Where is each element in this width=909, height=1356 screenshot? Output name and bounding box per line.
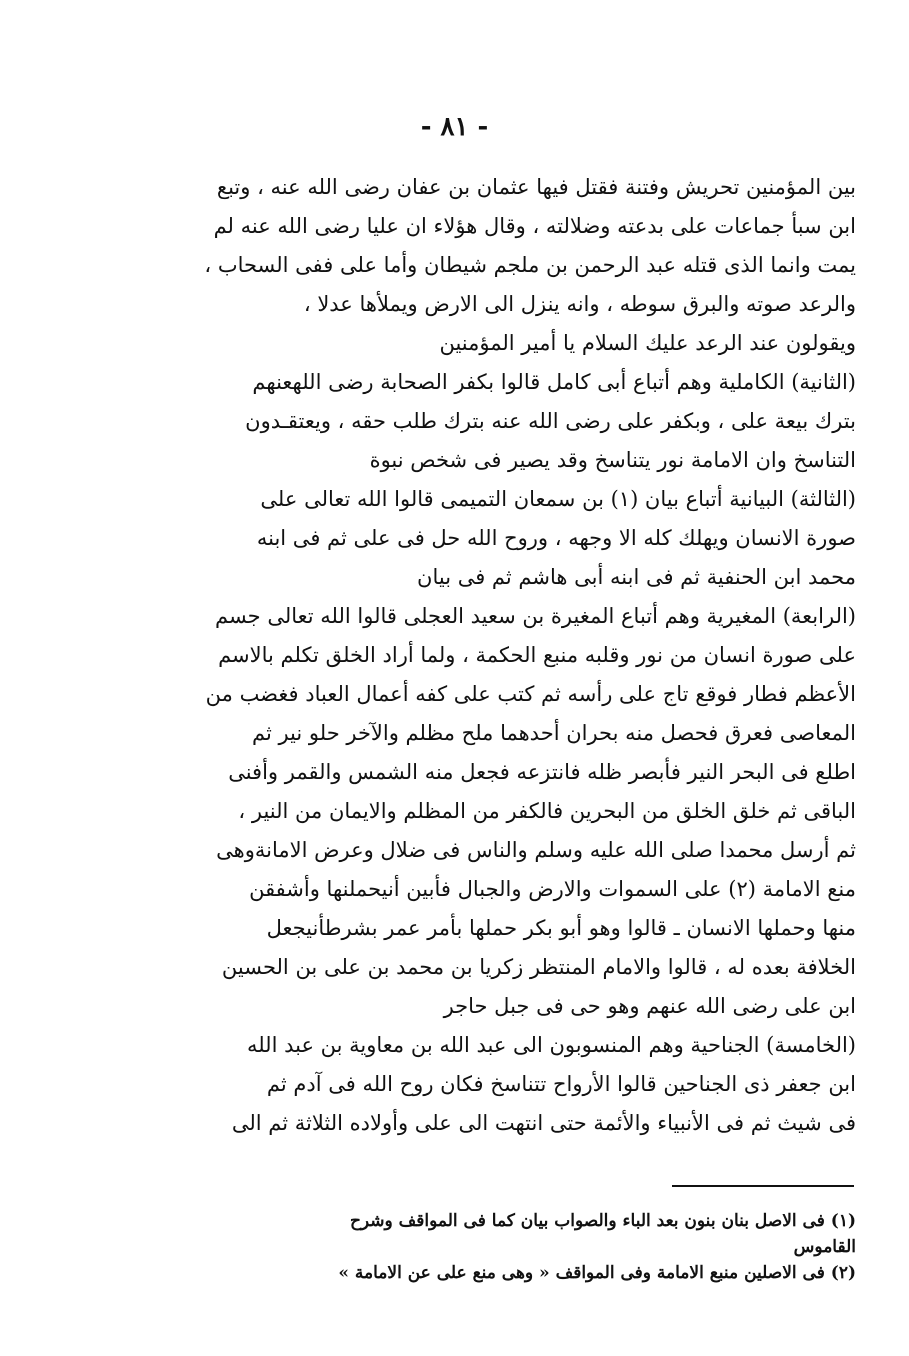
text-line: (الرابعة) المغيرية وهم أتباع المغيرة بن سعيد العجلى قالوا الله تعالى جسم [214, 604, 856, 628]
footnote-1-continuation: القاموس [793, 1237, 856, 1257]
text-line: بترك بيعة على ، وبكفر على رضى الله عنه بترك طلب حقه ، ويعتقـدون [245, 409, 856, 433]
text-line: التناسخ وان الامامة نور يتناسخ وقد يصير فى شخص نبوة [369, 448, 856, 472]
text-line: صورة الانسان ويهلك كله الا وجهه ، وروح الله حل فى على ثم فى ابنه [256, 526, 856, 550]
text-line: والرعد صوته والبرق سوطه ، وانه ينزل الى الارض ويملأها عدلا ، [303, 292, 856, 316]
text-line: المعاصى فعرق فحصل منه بحران أحدهما ملح مظلم والآخر حلو نير ثم [251, 721, 856, 745]
text-line: ابن على رضى الله عنهم وهو حى فى جبل حاجر [443, 994, 856, 1018]
text-line: بين المؤمنين تحريش وفتنة فقتل فيها عثمان بن عفان رضى الله عنه ، وتبع [216, 175, 856, 199]
text-line: منها وحملها الانسان ـ قالوا وهو أبو بكر حملها بأمر عمر بشرطأنيجعل [266, 916, 856, 940]
text-line: اطلع فى البحر النير فأبصر ظله فانتزعه فجعل منه الشمس والقمر وأفنى [228, 760, 856, 784]
text-line: ثم أرسل محمدا صلى الله عليه وسلم والناس فى ضلال وعرض الامانةوهى [216, 838, 856, 862]
text-line: ويقولون عند الرعد عليك السلام يا أمير المؤمنين [439, 331, 856, 355]
text-line: الباقى ثم خلق الخلق من البحرين فالكفر من المظلم والايمان من النير ، [238, 799, 856, 823]
text-line: فى شيث ثم فى الأنبياء والأئمة حتى انتهت الى على وأولاده الثلاثة ثم الى [231, 1111, 856, 1135]
page-number: - ٨١ - [420, 112, 489, 142]
footnotes [196, 1208, 856, 1286]
text-line: (الخامسة) الجناحية وهم المنسوبون الى عبد الله بن معاوية بن عبد الله [246, 1033, 856, 1057]
footnote-separator [672, 1185, 854, 1187]
text-line: (الثانية) الكاملية وهم أتباع أبى كامل قالوا بكفر الصحابة رضى اللهعنهم [252, 370, 856, 394]
text-line: يمت وانما الذى قتله عبد الرحمن بن ملجم شيطان وأما على ففى السحاب ، [204, 253, 856, 277]
text-line: ابن سبأ جماعات على بدعته وضلالته ، وقال هؤلاء ان عليا رضى الله عنه لم [213, 214, 856, 238]
footnote-2: (٢) فى الاصلين منبع الامامة وفى المواقف « وهى منع على عن الامامة » [338, 1263, 856, 1283]
text-line: الأعظم فطار فوقع تاج على رأسه ثم كتب على كفه أعمال العباد فغضب من [205, 682, 856, 706]
footnote-1: (١) فى الاصل بنان بنون بعد الباء والصواب بيان كما فى المواقف وشرح [349, 1211, 856, 1231]
text-line: (الثالثة) البيانية أتباع بيان (١) بن سمعان التميمى قالوا الله تعالى على [260, 487, 856, 511]
text-line: على صورة انسان من نور وقلبه منبع الحكمة ، ولما أراد الخلق تكلم بالاسم [218, 643, 856, 667]
body-text [196, 168, 856, 1143]
text-line: محمد ابن الحنفية ثم فى ابنه أبى هاشم ثم فى بيان [417, 565, 856, 589]
text-line: الخلافة بعده له ، قالوا والامام المنتظر زكريا بن محمد بن على بن الحسين [221, 955, 856, 979]
text-line: ابن جعفر ذى الجناحين قالوا الأرواح تتناسخ فكان روح الله فى آدم ثم [266, 1072, 856, 1096]
text-line: منع الامامة (٢) على السموات والارض والجبال فأبين أنيحملنها وأشفقن [249, 877, 856, 901]
